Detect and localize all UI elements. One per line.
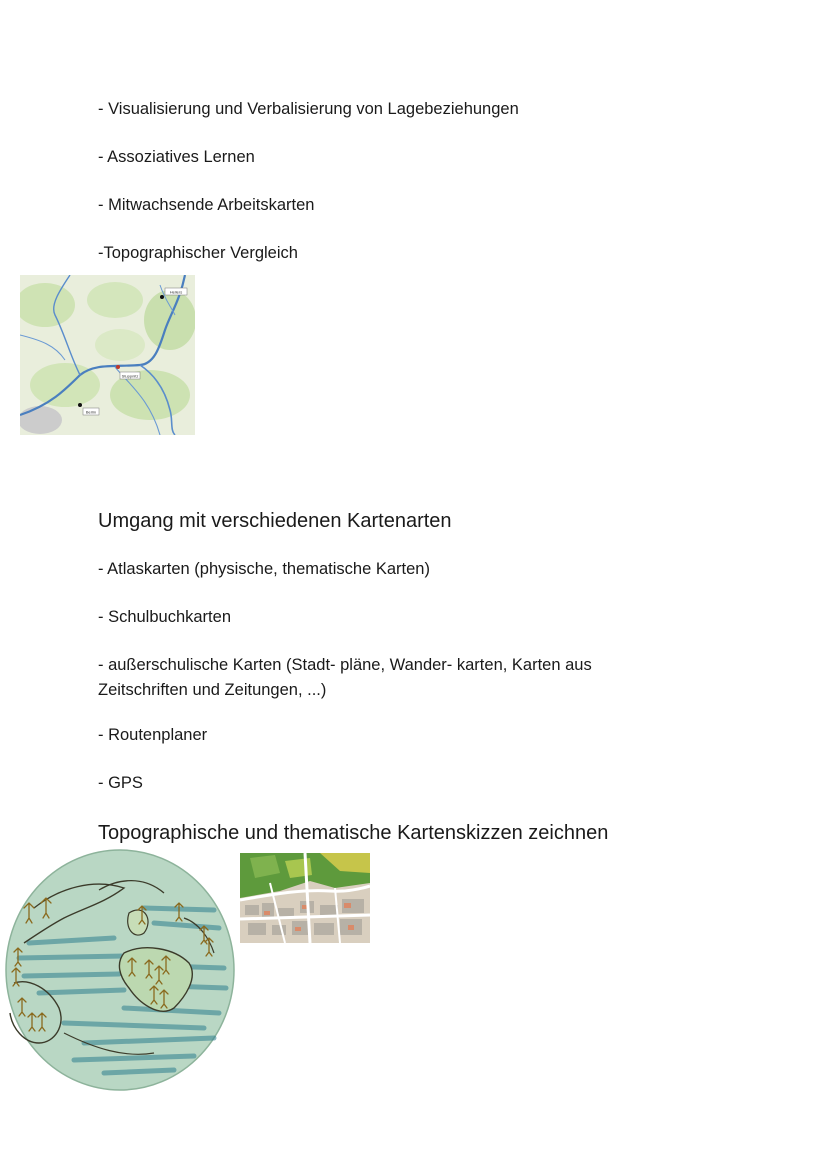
heading-kartenarten: Umgang mit verschiedenen Kartenarten <box>98 510 452 532</box>
bullet-lagebeziehungen: - Visualisierung und Verbalisierung von Lagebeziehungen <box>98 100 519 118</box>
heading-kartenskizzen: Topographische und thematische Kartenskizzen zeichnen <box>98 822 609 844</box>
bullet-topographischer-vergleich: -Topographischer Vergleich <box>98 244 298 262</box>
bullet-gps: - GPS <box>98 774 143 792</box>
bullet-atlaskarten: - Atlaskarten (physische, thematische Karten) <box>98 560 430 578</box>
map-label-hellers: Hellers <box>169 289 183 295</box>
bullet-ausserschulische-karten: - außerschulische Karten (Stadt- pläne, Wander- karten, Karten aus Zeitschriften und Zeitungen, ...) <box>98 656 592 699</box>
map-label-berlin: Berlin <box>85 409 97 415</box>
topographic-map-image <box>20 275 195 435</box>
aerial-city-map-image <box>240 853 370 943</box>
map-label-stuppnitz: Stuppnitz <box>121 373 139 379</box>
bullet-assoziatives-lernen: - Assoziatives Lernen <box>98 148 255 166</box>
hand-drawn-map-sketch-image <box>4 848 236 1093</box>
bullet-arbeitskarten: - Mitwachsende Arbeitskarten <box>98 196 315 214</box>
bullet-schulbuchkarten: - Schulbuchkarten <box>98 608 231 626</box>
bullet-routenplaner: - Routenplaner <box>98 726 208 744</box>
